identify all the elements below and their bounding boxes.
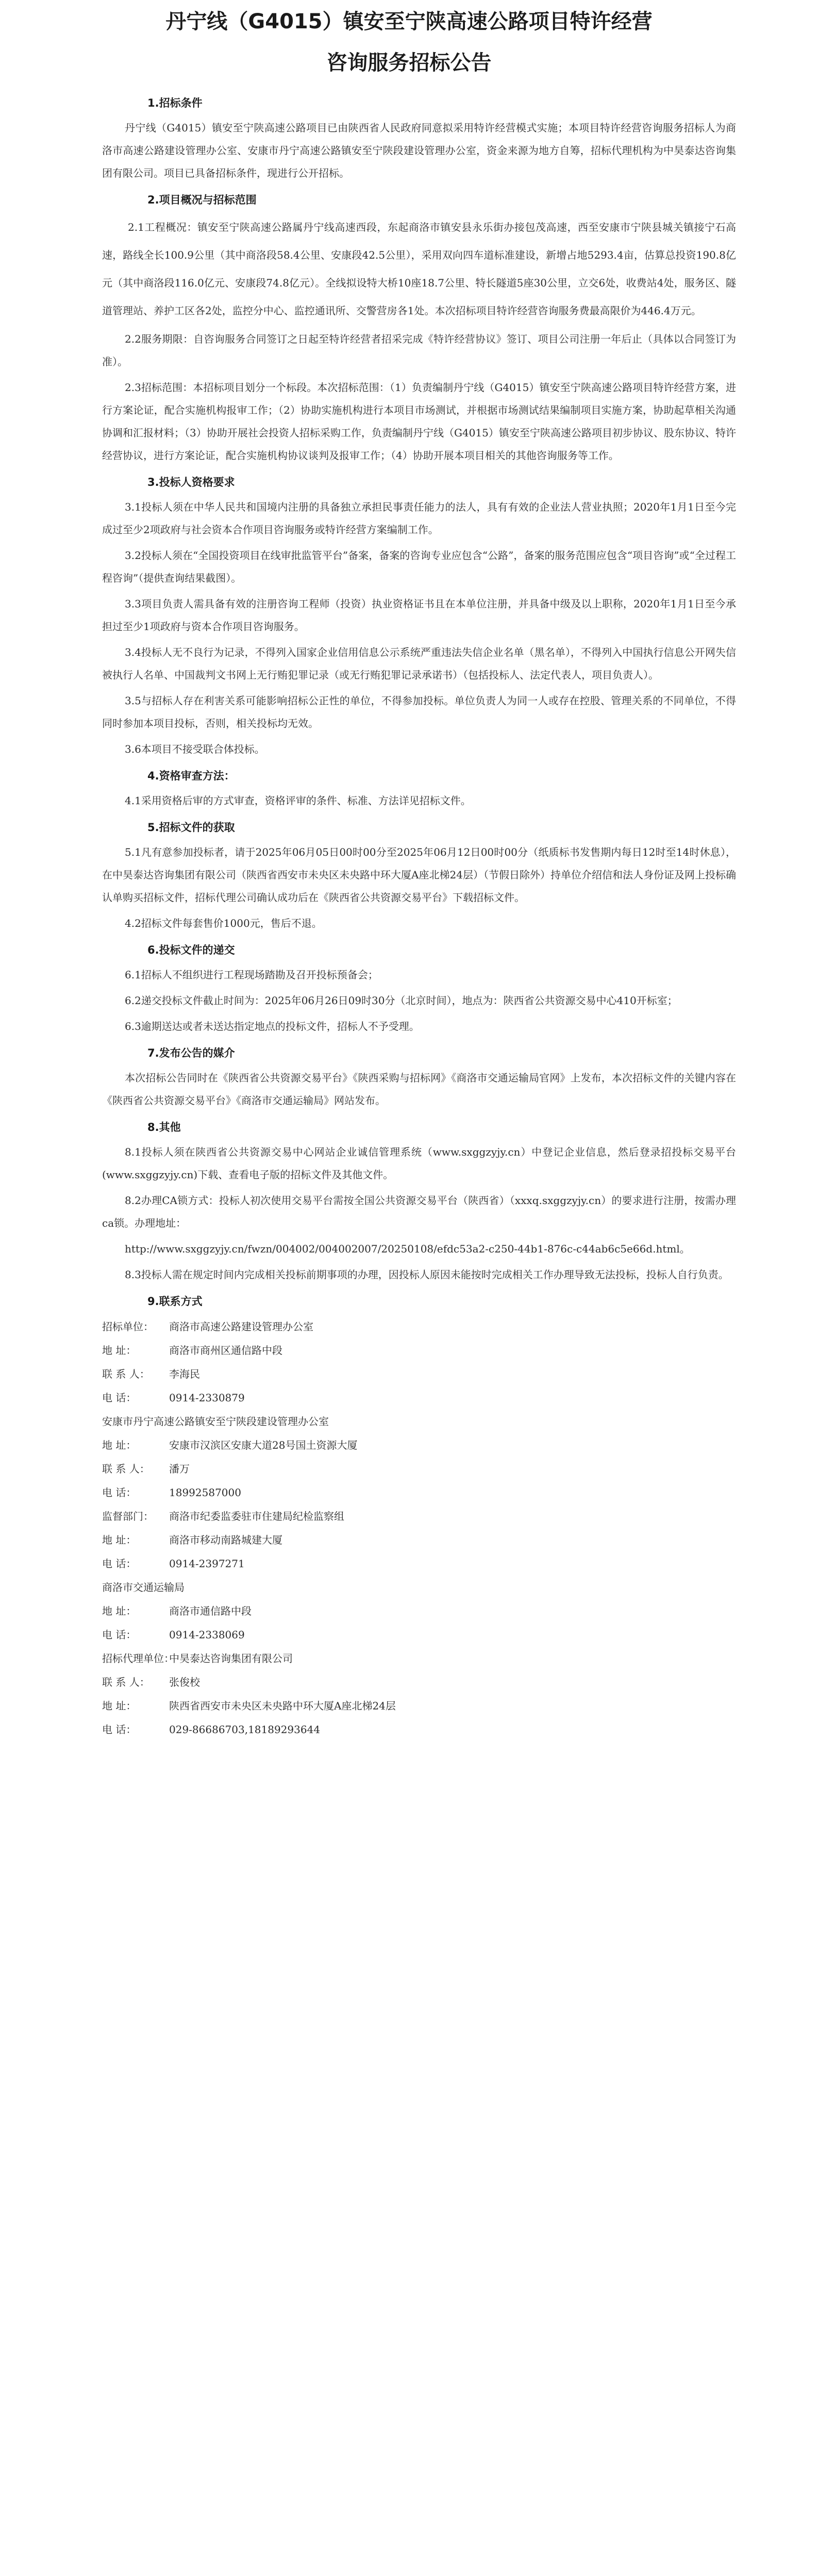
section-paragraph: 3.6本项目不接受联合体投标。	[125, 743, 265, 755]
tenderer-phone-row-value: 0914-2330879	[169, 1392, 245, 1404]
agent-phone-row-value: 029-86686703,18189293644	[169, 1723, 321, 1736]
transport-address-row-label: 地 址：	[102, 1605, 137, 1617]
section-heading: 5.招标文件的获取	[147, 821, 235, 834]
supervisor-address-row	[102, 1528, 736, 1552]
tenderer-contact-row	[102, 1362, 736, 1386]
transport-phone-row-value: 0914-2338069	[169, 1629, 245, 1641]
section-paragraph: 6.2递交投标文件截止时间为：2025年06月26日09时30分（北京时间），地点为：陕西省公共资源交易中心410开标室；	[125, 994, 678, 1007]
transport-row-value: 商洛市交通运输局	[102, 1581, 185, 1594]
transport-phone-row	[102, 1623, 736, 1647]
supervisor-phone-row	[102, 1552, 736, 1575]
section-paragraph: 3.2投标人须在“全国投资项目在线审批监管平台”备案，备案的咨询专业应包含“公路”，备案的服务范围应包含“项目咨询”或“全过程工程咨询”（提供查询结果截图）。	[102, 549, 736, 584]
agent-row-value: 中昊泰达咨询集团有限公司	[169, 1652, 293, 1665]
tenderer-address-row-value: 商洛市商州区通信路中段	[169, 1344, 282, 1357]
section-paragraph: 6.3逾期送达或者未送达指定地点的投标文件，招标人不予受理。	[125, 1020, 420, 1032]
tenderer-row	[102, 1315, 736, 1338]
tenderer-row-value: 商洛市高速公路建设管理办公室	[169, 1320, 313, 1333]
section-heading: 1.招标条件	[147, 97, 203, 109]
tenderer2-phone-row-label: 电 话：	[102, 1486, 137, 1499]
section-heading: 8.其他	[147, 1121, 181, 1133]
tenderer-address-row-label: 地 址：	[102, 1344, 137, 1357]
agent-contact-row-label: 联 系 人：	[102, 1676, 150, 1688]
tenderer2-phone-row	[102, 1481, 736, 1504]
supervisor-address-row-value: 商洛市移动南路城建大厦	[169, 1534, 282, 1546]
agent-phone-row	[102, 1718, 736, 1741]
section-heading: 6.投标文件的递交	[147, 944, 235, 956]
section-paragraph: 本次招标公告同时在《陕西省公共资源交易平台》《陕西采购与招标网》《商洛市交通运输局官网》上发布，本次招标文件的关键内容在《陕西省公共资源交易平台》《商洛市交通运输局》网站发布。	[102, 1072, 736, 1107]
agent-contact-row	[102, 1670, 736, 1694]
transport-address-row-value: 商洛市通信路中段	[169, 1605, 252, 1617]
tenderer2-contact-row-value: 潘万	[169, 1463, 190, 1475]
supervisor-row-value: 商洛市纪委监委驻市住建局纪检监察组	[169, 1510, 344, 1522]
section-paragraph: 2.3招标范围：本招标项目划分一个标段。本次招标范围：（1）负责编制丹宁线（G4015）镇安至宁陕高速公路项目特许经营方案，进行方案论证，配合实施机构报审工作；（2）协助实施机构进行本项目市场测试，并根据市场测试结果编制项目实施方案，协助起草相关沟通协调和汇报材料；（3）协助开展社会投资人招标采购工作，负责编制丹宁线（G4015）镇安至宁陕高速公路项目初步协议、股东协议、特许经营协议，进行方案论证，配合实施机构协议谈判及报审工作；（4）协助开展本项目相关的其他咨询服务等工作。	[102, 381, 736, 462]
supervisor-address-row-label: 地 址：	[102, 1534, 137, 1546]
tenderer2-address-row	[102, 1433, 736, 1457]
agent-address-row-value: 陕西省西安市未央区未央路中环大厦A座北梯24层	[169, 1700, 396, 1712]
tenderer-row-label: 招标单位：	[102, 1320, 154, 1333]
supervisor-phone-row-label: 电 话：	[102, 1557, 137, 1570]
supervisor-phone-row-value: 0914-2397271	[169, 1557, 245, 1570]
section-paragraph: 6.1招标人不组织进行工程现场踏勘及召开投标预备会；	[125, 969, 378, 981]
section-paragraph: 3.4投标人无不良行为记录，不得列入国家企业信用信息公示系统严重违法失信企业名单（黑名单），不得列入中国执行信息公开网失信被执行人名单、中国裁判文书网上无行贿犯罪记录（或无行贿犯罪记录承诺书）（包括投标人、法定代表人，项目负责人）。	[102, 646, 736, 681]
section-paragraph: 4.1采用资格后审的方式审查，资格评审的条件、标准、方法详见招标文件。	[125, 794, 471, 807]
section-paragraph: http://www.sxggzyjy.cn/fwzn/004002/004002007/20250108/efdc53a2-c250-44b1-876c-c44ab6c5e66d.html。	[125, 1243, 690, 1255]
contact-heading: 9.联系方式	[147, 1295, 203, 1308]
section-paragraph: 2.2服务期限：自咨询服务合同签订之日起至特许经营者招采完成《特许经营协议》签订、项目公司注册一年后止（具体以合同签订为准）。	[102, 333, 736, 368]
tenderer-contact-row-value: 李海民	[169, 1368, 200, 1380]
announcement-body	[102, 88, 736, 1741]
agent-phone-row-label: 电 话：	[102, 1723, 137, 1736]
supervisor-row-label: 监督部门：	[102, 1510, 154, 1522]
agent-address-row	[102, 1694, 736, 1718]
transport-row	[102, 1575, 736, 1599]
section-heading: 2.项目概况与招标范围	[147, 194, 257, 206]
section-paragraph: 8.2办理CA锁方式：投标人初次使用交易平台需按全国公共资源交易平台（陕西省）（xxxq.sxggzyjy.cn）的要求进行注册，按需办理ca锁。办理地址：	[102, 1194, 736, 1229]
tenderer2-row-value: 安康市丹宁高速公路镇安至宁陕段建设管理办公室	[102, 1415, 329, 1428]
page-title-line2: 咨询服务招标公告	[326, 51, 492, 75]
section-paragraph: 3.1投标人须在中华人民共和国境内注册的具备独立承担民事责任能力的法人，具有有效的企业法人营业执照；2020年1月1日至今完成过至少2项政府与社会资本合作项目咨询服务或特许经营方案编制工作。	[102, 501, 736, 536]
tenderer-contact-row-label: 联 系 人：	[102, 1368, 150, 1380]
transport-phone-row-label: 电 话：	[102, 1629, 137, 1641]
supervisor-row	[102, 1504, 736, 1528]
tenderer2-row	[102, 1410, 736, 1433]
agent-address-row-label: 地 址：	[102, 1700, 137, 1712]
agent-row	[102, 1647, 736, 1670]
section-paragraph: 8.3投标人需在规定时间内完成相关投标前期事项的办理，因投标人原因未能按时完成相关工作办理导致无法投标，投标人自行负责。	[125, 1268, 729, 1281]
tenderer-phone-row-label: 电 话：	[102, 1392, 137, 1404]
section-paragraph: 3.3项目负责人需具备有效的注册咨询工程师（投资）执业资格证书且在本单位注册，并具备中级及以上职称，2020年1月1日至今承担过至少1项政府与资本合作项目咨询服务。	[102, 598, 736, 633]
tenderer2-contact-row-label: 联 系 人：	[102, 1463, 150, 1475]
section-paragraph: 4.2招标文件每套售价1000元，售后不退。	[125, 917, 322, 929]
section-paragraph: 2.1工程概况：镇安至宁陕高速公路属丹宁线高速西段，东起商洛市镇安县永乐街办接包茂高速，西至安康市宁陕县城关镇接宁石高速，路线全长100.9公里（其中商洛段58.4公里、安康段42.5公里），采用双向四车道标准建设，新增占地5293.4亩，估算总投资190.8亿元（其中商洛段116.0亿元、安康段74.8亿元）。全线拟设特大桥10座18.7公里、特长隧道5座30公里，立交6处，收费站4处，服务区、隧道管理站、养护工区各2处，监控分中心、监控通讯所、交警营房各1处。本次招标项目特许经营咨询服务费最高限价为446.4万元。	[102, 221, 736, 317]
tenderer-phone-row	[102, 1386, 736, 1410]
tenderer2-address-row-value: 安康市汉滨区安康大道28号国土资源大厦	[169, 1439, 358, 1451]
tenderer2-contact-row	[102, 1457, 736, 1481]
section-heading: 3.投标人资格要求	[147, 476, 235, 488]
section-paragraph: 8.1投标人须在陕西省公共资源交易中心网站企业诚信管理系统（www.sxggzyjy.cn）中登记企业信息，然后登录招投标交易平台(www.sxggzyjy.cn)下载、查看电子版的招标文件及其他文件。	[102, 1146, 736, 1181]
transport-address-row	[102, 1599, 736, 1623]
section-paragraph: 丹宁线（G4015）镇安至宁陕高速公路项目已由陕西省人民政府同意拟采用特许经营模式实施；本项目特许经营咨询服务招标人为商洛市高速公路建设管理办公室、安康市丹宁高速公路镇安至宁陕段建设管理办公室，资金来源为地方自筹，招标代理机构为中昊泰达咨询集团有限公司。项目已具备招标条件，现进行公开招标。	[102, 122, 736, 179]
page-title-line1: 丹宁线（G4015）镇安至宁陕高速公路项目特许经营	[165, 10, 653, 33]
agent-row-label: 招标代理单位：	[102, 1652, 174, 1665]
section-paragraph: 3.5与招标人存在利害关系可能影响招标公正性的单位，不得参加投标。单位负责人为同一人或存在控股、管理关系的不同单位，不得同时参加本项目投标，否则，相关投标均无效。	[102, 694, 736, 730]
section-heading: 7.发布公告的媒介	[147, 1047, 235, 1059]
section-heading: 4.资格审查方法：	[147, 770, 235, 782]
section-paragraph: 5.1凡有意参加投标者，请于2025年06月05日00时00分至2025年06月12日00时00分（纸质标书发售期内每日12时至14时休息），在中昊泰达咨询集团有限公司（陕西省西安市未央区未央路中环大厦A座北梯24层）（节假日除外）持单位介绍信和法人身份证及网上投标确认单购买招标文件，招标代理公司确认成功后在《陕西省公共资源交易平台》下载招标文件。	[102, 846, 736, 904]
tenderer2-address-row-label: 地 址：	[102, 1439, 137, 1451]
agent-contact-row-value: 张俊校	[169, 1676, 200, 1688]
tenderer2-phone-row-value: 18992587000	[169, 1486, 241, 1499]
tenderer-address-row	[102, 1338, 736, 1362]
